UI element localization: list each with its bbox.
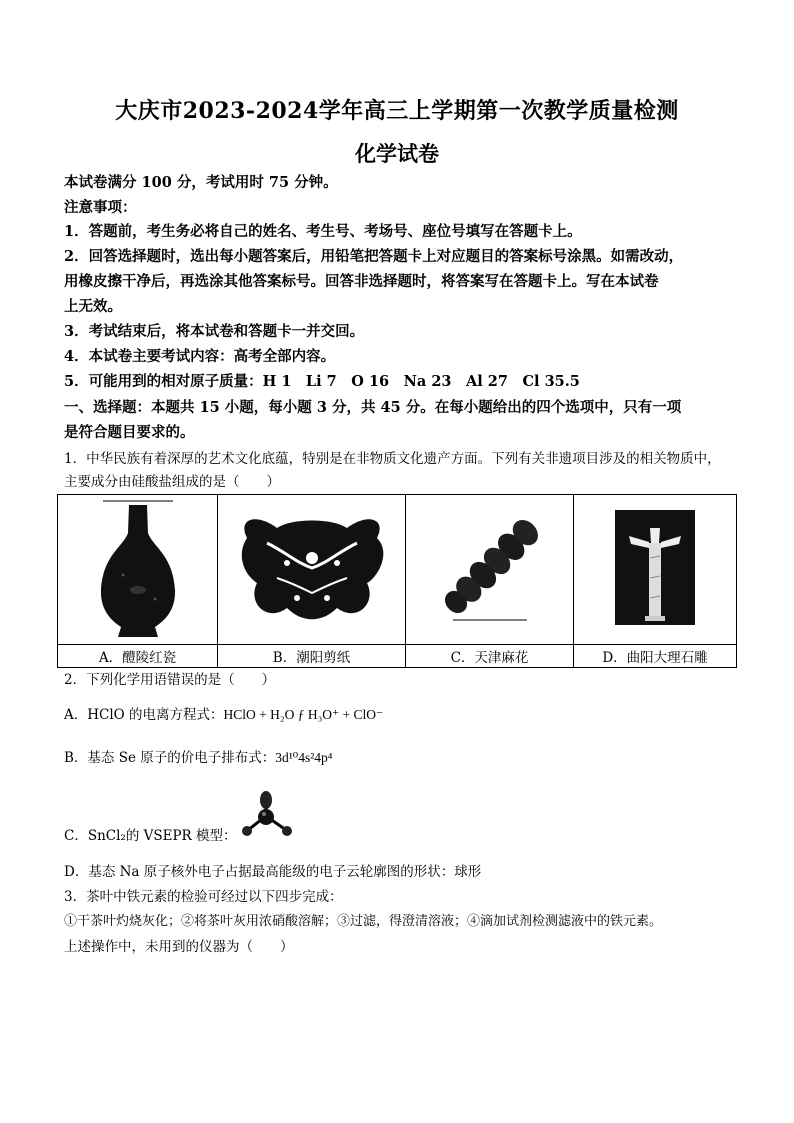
twisted-dough-icon (415, 498, 565, 638)
q2-option-c-prefix: C．SnCl₂的 VSEPR 模型： (64, 828, 237, 844)
marble-pillar-icon (595, 498, 715, 638)
exam-intro: 本试卷满分 100 分，考试用时 75 分钟。 (64, 174, 338, 191)
q2-option-b (64, 748, 744, 768)
q2-option-a-prefix: A．HClO 的电离方程式： (64, 707, 224, 723)
q1-stem-line-1: 1．中华民族有着深厚的艺术文化底蕴，特别是在非物质文化遗产方面。下列有关非遗项目涉及的相关物质中， (64, 451, 721, 467)
note-2-line-1: 2．回答选择题时，选出每小题答案后，用铅笔把答题卡上对应题目的答案标号涂黑。如需改动， (64, 248, 684, 265)
option-b-image (218, 495, 406, 645)
q3-steps: ①干茶叶灼烧灰化；②将茶叶灰用浓硝酸溶解；③过滤，得澄清溶液；④滴加试剂检测滤液中的铁元素。 (64, 914, 663, 929)
option-c-image (406, 495, 574, 645)
vase-icon (63, 495, 213, 640)
page-title: 大庆市2023-2024学年高三上学期第一次教学质量检测 (115, 98, 679, 124)
option-a-label: A．醴陵红瓷 (58, 645, 218, 668)
q2-stem: 2．下列化学用语错误的是（ ） (64, 672, 276, 688)
option-d-image (574, 495, 737, 645)
option-b-label: B．潮阳剪纸 (218, 645, 406, 668)
note-5: 5．可能用到的相对原子质量：H 1 Li 7 O 16 Na 23 Al 27 Cl 35.5 (64, 373, 580, 390)
q2-option-a-formula: HClO + H₂O ƒ H₃O⁺ + ClO⁻ (223, 707, 384, 722)
note-3: 3．考试结束后，将本试卷和答题卡一并交回。 (64, 323, 365, 340)
q3-question: 上述操作中，未用到的仪器为（ ） (64, 939, 294, 955)
q2-option-a (64, 705, 744, 725)
paper-cut-icon (227, 498, 397, 638)
q1-options-table (57, 494, 737, 668)
q3-stem: 3．茶叶中铁元素的检验可经过以下四步完成： (64, 889, 343, 905)
q2-option-b-formula: 3d¹⁰4s²4p⁴ (275, 750, 333, 765)
q2-option-b-prefix: B．基态 Se 原子的价电子排布式： (64, 750, 276, 766)
note-4: 4．本试卷主要考试内容：高考全部内容。 (64, 348, 336, 365)
q2-option-c (64, 826, 744, 846)
q2-option-d: D．基态 Na 原子核外电子占据最高能级的电子云轮廓图的形状：球形 (64, 864, 482, 880)
option-d-label: D．曲阳大理石雕 (574, 645, 737, 668)
section-1-line-2: 是符合题目要求的。 (64, 424, 195, 441)
option-c-label: C．天津麻花 (406, 645, 574, 668)
vsepr-model-icon (236, 790, 298, 842)
option-a-image (58, 495, 218, 645)
section-1-line-1: 一、选择题：本题共 15 小题，每小题 3 分，共 45 分。在每小题给出的四个选项中，只有一项 (64, 399, 682, 416)
page-subtitle: 化学试卷 (355, 141, 439, 166)
note-1: 1．答题前，考生务必将自己的姓名、考生号、考场号、座位号填写在答题卡上。 (64, 223, 582, 240)
note-2-line-2: 用橡皮擦干净后，再选涂其他答案标号。回答非选择题时，将答案写在答题卡上。写在本试卷 (64, 273, 659, 290)
q1-stem-line-2: 主要成分由硅酸盐组成的是（ ） (64, 474, 280, 490)
note-2-line-3: 上无效。 (64, 298, 122, 315)
notes-heading: 注意事项： (64, 199, 137, 216)
